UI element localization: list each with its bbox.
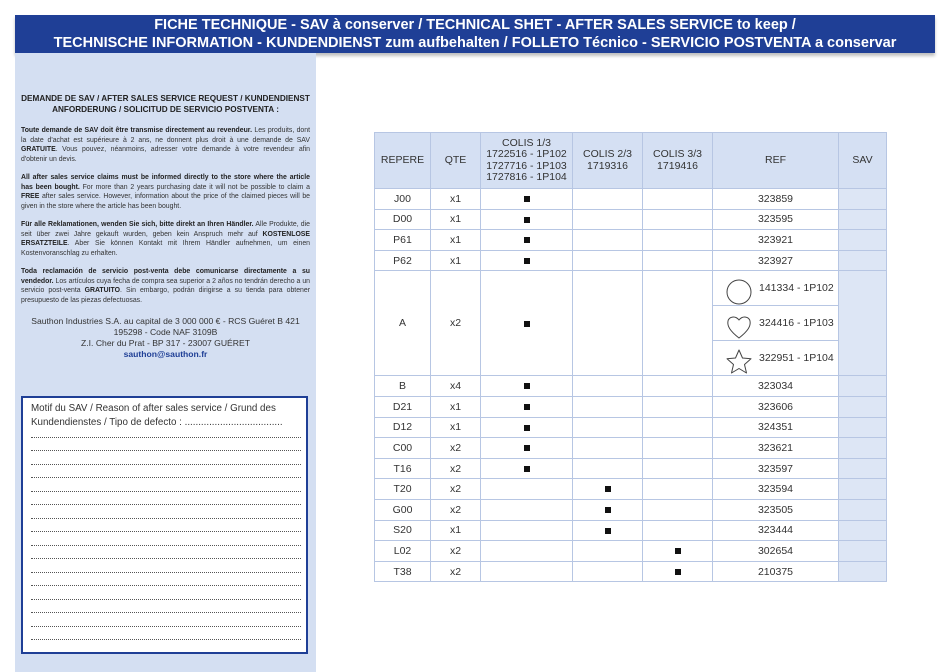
col-colis-1-title: COLIS 1/3 [501, 136, 552, 149]
col-colis-1-code: 1727816 - 1P104 [486, 171, 567, 183]
qte-cell: x1 [431, 209, 481, 230]
french-notice [21, 126, 310, 164]
col-colis-1-code: 1727716 - 1P103 [486, 159, 567, 172]
reason-line[interactable] [31, 477, 301, 478]
repere-cell: J00 [375, 189, 431, 210]
colis-3-cell [643, 561, 713, 582]
reason-line[interactable] [31, 437, 301, 438]
header-title-line-1: FICHE TECHNIQUE - SAV à conserver / TECHNICAL SHET - AFTER SALES SERVICE to keep / [154, 17, 796, 33]
table-row [375, 561, 887, 582]
reason-line[interactable] [31, 612, 301, 613]
qte-cell: x2 [431, 561, 481, 582]
colis-1-cell [481, 396, 573, 417]
ref-code: 141334 - 1P102 [759, 282, 834, 295]
sav-checkbox[interactable] [839, 230, 887, 251]
colis-3-cell [643, 230, 713, 251]
reason-line[interactable] [31, 504, 301, 505]
included-mark-icon [524, 217, 530, 223]
included-mark-icon [524, 466, 530, 472]
english-notice-text-end: after sales service. However, information about the price of the claimed pieces will be given in the store where the article has been bought. [21, 193, 310, 210]
reason-line[interactable] [31, 626, 301, 627]
ref-cell [713, 271, 839, 306]
col-sav: SAV [839, 133, 887, 189]
repere-cell: T16 [375, 458, 431, 479]
table-row [375, 230, 887, 251]
german-notice-text: Alle Produkte, die seit über zwei Jahre gekauft wurden, geben kein Anspruch mehr auf [21, 221, 311, 238]
english-notice-bold: All after sales service claims must be informed directly to the store where the article has been bought. [21, 174, 310, 191]
ref-code: 324416 - 1P103 [759, 317, 834, 330]
colis-2-cell [573, 520, 643, 541]
qte-cell: x1 [431, 189, 481, 210]
spanish-notice-bold: Toda reclamación de servicio post-venta debe comunicarse directamente a su vendedor. [21, 268, 310, 285]
included-mark-icon [524, 383, 530, 389]
repere-cell: A [375, 271, 431, 376]
french-notice-bold: Toute demande de SAV doit être transmise directement au revendeur. [21, 127, 253, 134]
included-mark-icon [524, 445, 530, 451]
reason-line[interactable] [31, 599, 301, 600]
included-mark-icon [524, 237, 530, 243]
sav-checkbox[interactable] [839, 189, 887, 210]
german-notice-bold: Für alle Reklamationen, wenden Sie sich, bitte direkt an Ihren Händler. [21, 221, 254, 228]
colis-1-cell [481, 271, 573, 376]
parts-table-header [375, 133, 887, 189]
sav-checkbox[interactable] [839, 271, 887, 376]
table-row [375, 520, 887, 541]
ref-cell: 210375 [713, 561, 839, 582]
company-address: Z.I. Cher du Prat - BP 317 - 23007 GUÉRET [81, 338, 250, 348]
ref-cell: 323034 [713, 376, 839, 397]
included-mark-icon [675, 548, 681, 554]
included-mark-icon [605, 486, 611, 492]
ref-cell: 323859 [713, 189, 839, 210]
colis-1-cell [481, 520, 573, 541]
ref-with-shape [713, 341, 838, 375]
table-row [375, 250, 887, 271]
colis-3-cell [643, 396, 713, 417]
qte-cell: x2 [431, 541, 481, 562]
spanish-notice-free: GRATUITO [84, 287, 120, 295]
ref-cell: 323927 [713, 250, 839, 271]
qte-cell: x1 [431, 396, 481, 417]
ref-code: 322951 - 1P104 [759, 352, 834, 365]
reason-line[interactable] [31, 585, 301, 586]
colis-1-cell [481, 230, 573, 251]
colis-3-cell [643, 520, 713, 541]
spanish-notice [21, 267, 310, 305]
ref-with-shape [713, 306, 838, 340]
included-mark-icon [524, 404, 530, 410]
repere-cell: C00 [375, 438, 431, 459]
colis-3-cell [643, 209, 713, 230]
sav-request-title: DEMANDE DE SAV / AFTER SALES SERVICE REQUEST / KUNDENDIENST ANFORDERUNG / SOLICITUD DE SERVICIO POSTVENTA : [21, 94, 310, 114]
colis-1-cell [481, 561, 573, 582]
colis-1-cell [481, 479, 573, 500]
table-row [375, 541, 887, 562]
repere-cell: T20 [375, 479, 431, 500]
colis-1-cell [481, 250, 573, 271]
colis-1-cell [481, 541, 573, 562]
reason-line[interactable] [31, 450, 301, 451]
reason-line[interactable] [31, 491, 301, 492]
ref-cell [713, 306, 839, 341]
colis-1-cell [481, 417, 573, 438]
table-row [375, 189, 887, 210]
qte-cell: x1 [431, 250, 481, 271]
included-mark-icon [524, 425, 530, 431]
ref-cell: 324351 [713, 417, 839, 438]
col-colis-3-title: COLIS 3/3 [652, 148, 703, 160]
qte-cell: x1 [431, 230, 481, 251]
qte-cell: x1 [431, 417, 481, 438]
reason-line[interactable] [31, 558, 301, 559]
col-qte: QTE [431, 133, 481, 189]
repere-cell: G00 [375, 499, 431, 520]
colis-2-cell [573, 230, 643, 251]
table-row [375, 376, 887, 397]
ref-cell: 323505 [713, 499, 839, 520]
sav-checkbox[interactable] [839, 458, 887, 479]
colis-2-cell [573, 250, 643, 271]
parts-table-body [375, 189, 887, 582]
colis-2-cell [573, 438, 643, 459]
sav-checkbox[interactable] [839, 376, 887, 397]
colis-3-cell [643, 417, 713, 438]
sav-checkbox[interactable] [839, 250, 887, 271]
colis-3-cell [643, 250, 713, 271]
sav-info-sidebar [15, 53, 316, 672]
german-notice [21, 220, 310, 258]
sav-reason-field[interactable] [21, 396, 308, 654]
reason-line[interactable] [31, 545, 301, 546]
sav-checkbox[interactable] [839, 541, 887, 562]
company-info [21, 316, 310, 360]
repere-cell: P61 [375, 230, 431, 251]
colis-2-cell [573, 561, 643, 582]
ref-cell: 323621 [713, 438, 839, 459]
french-notice-text-end: . Vous pouvez, néanmoins, adresser votre demande à votre revendeur afin d'obtenir un devis. [21, 146, 310, 163]
qte-cell: x4 [431, 376, 481, 397]
reason-line[interactable] [31, 518, 301, 519]
qte-cell: x2 [431, 438, 481, 459]
table-row [375, 271, 887, 306]
reason-line[interactable] [31, 572, 301, 573]
colis-1-cell [481, 499, 573, 520]
col-ref: REF [713, 133, 839, 189]
ref-with-shape [713, 271, 838, 305]
colis-3-cell [643, 271, 713, 376]
company-email[interactable]: sauthon@sauthon.fr [123, 349, 208, 359]
colis-2-cell [573, 189, 643, 210]
repere-cell: S20 [375, 520, 431, 541]
page-header [15, 15, 935, 53]
col-colis-3-code: 1719416 [657, 159, 698, 172]
colis-3-cell [643, 479, 713, 500]
table-row [375, 479, 887, 500]
english-notice-free: FREE [21, 193, 40, 201]
ref-cell: 302654 [713, 541, 839, 562]
col-colis-1-code: 1722516 - 1P102 [486, 148, 567, 160]
ref-cell: 323595 [713, 209, 839, 230]
col-colis-2 [573, 133, 643, 189]
included-mark-icon [524, 196, 530, 202]
col-colis-2-code: 1719316 [587, 159, 628, 172]
table-row [375, 396, 887, 417]
company-legal: Sauthon Industries S.A. au capital de 3 000 000 € - RCS Guéret B 421 195298 - Code NAF 3109B [31, 316, 300, 337]
reason-line[interactable] [31, 531, 301, 532]
table-row [375, 417, 887, 438]
included-mark-icon [524, 321, 530, 327]
repere-cell: D12 [375, 417, 431, 438]
sav-checkbox[interactable] [839, 396, 887, 417]
colis-3-cell [643, 541, 713, 562]
repere-cell: T38 [375, 561, 431, 582]
included-mark-icon [605, 528, 611, 534]
colis-3-cell [643, 438, 713, 459]
colis-3-cell [643, 458, 713, 479]
sav-checkbox[interactable] [839, 209, 887, 230]
header-title-line-2: TECHNISCHE INFORMATION - KUNDENDIENST zum aufbehalten / FOLLETO Técnico - SERVICIO POSTVENTA a conservar [53, 35, 897, 51]
ref-cell [713, 341, 839, 376]
included-mark-icon [605, 507, 611, 513]
colis-1-cell [481, 376, 573, 397]
ref-cell: 323594 [713, 479, 839, 500]
french-notice-free: GRATUITE [21, 146, 56, 154]
parts-table [374, 132, 887, 582]
table-row [375, 458, 887, 479]
col-repere: REPERE [375, 133, 431, 189]
sav-checkbox[interactable] [839, 520, 887, 541]
colis-2-cell [573, 376, 643, 397]
colis-3-cell [643, 499, 713, 520]
english-notice [21, 173, 310, 211]
ref-cell: 323597 [713, 458, 839, 479]
german-notice-text-end: . Aber Sie können Kontakt mit Ihrem Händler aufnehmen, um einen Kostenvoranschlag zu erhalten. [21, 240, 310, 257]
colis-2-cell [573, 396, 643, 417]
colis-1-cell [481, 458, 573, 479]
colis-3-cell [643, 189, 713, 210]
english-notice-text: For more than 2 years purchasing date it will not be possible to claim a [79, 183, 310, 191]
spanish-notice-text: Los artículos cuya fecha de compra sea superior a 2 años no tendrán derecho a un servicio post-venta [21, 277, 310, 295]
ref-cell: 323444 [713, 520, 839, 541]
table-row [375, 499, 887, 520]
repere-cell: D00 [375, 209, 431, 230]
colis-2-cell [573, 271, 643, 376]
french-notice-text: Les produits, dont la date d'achat est supérieure à 2 ans, ne donnent plus droit à une demande de SAV [21, 127, 310, 144]
ref-cell: 323606 [713, 396, 839, 417]
colis-2-cell [573, 458, 643, 479]
included-mark-icon [675, 569, 681, 575]
col-colis-3 [643, 133, 713, 189]
german-notice-free: KOSTENLOSE ERSATZTEILE [21, 230, 310, 248]
spanish-notice-text-end: . Sin embargo, podrán dirigirse a su tienda para obtener presupuesto de las piezas defectuosas. [21, 287, 310, 304]
col-colis-2-title: COLIS 2/3 [582, 148, 633, 160]
table-row [375, 209, 887, 230]
sav-checkbox[interactable] [839, 417, 887, 438]
repere-cell: L02 [375, 541, 431, 562]
sav-checkbox[interactable] [839, 561, 887, 582]
reason-line[interactable] [31, 464, 301, 465]
colis-3-cell [643, 376, 713, 397]
included-mark-icon [524, 258, 530, 264]
colis-1-cell [481, 189, 573, 210]
repere-cell: D21 [375, 396, 431, 417]
colis-2-cell [573, 209, 643, 230]
colis-2-cell [573, 541, 643, 562]
colis-2-cell [573, 417, 643, 438]
repere-cell: B [375, 376, 431, 397]
sav-reason-label: Motif du SAV / Reason of after sales service / Grund des Kundendienstes / Tipo de defecto : .................................... [31, 403, 283, 428]
colis-1-cell [481, 209, 573, 230]
sav-checkbox[interactable] [839, 479, 887, 500]
qte-cell: x1 [431, 520, 481, 541]
sav-checkbox[interactable] [839, 438, 887, 459]
qte-cell: x2 [431, 479, 481, 500]
repere-cell: P62 [375, 250, 431, 271]
sav-checkbox[interactable] [839, 499, 887, 520]
reason-line[interactable] [31, 639, 301, 640]
qte-cell: x2 [431, 458, 481, 479]
colis-2-cell [573, 479, 643, 500]
qte-cell: x2 [431, 271, 481, 376]
col-colis-1 [481, 133, 573, 189]
colis-1-cell [481, 438, 573, 459]
table-row [375, 438, 887, 459]
colis-2-cell [573, 499, 643, 520]
qte-cell: x2 [431, 499, 481, 520]
ref-cell: 323921 [713, 230, 839, 251]
